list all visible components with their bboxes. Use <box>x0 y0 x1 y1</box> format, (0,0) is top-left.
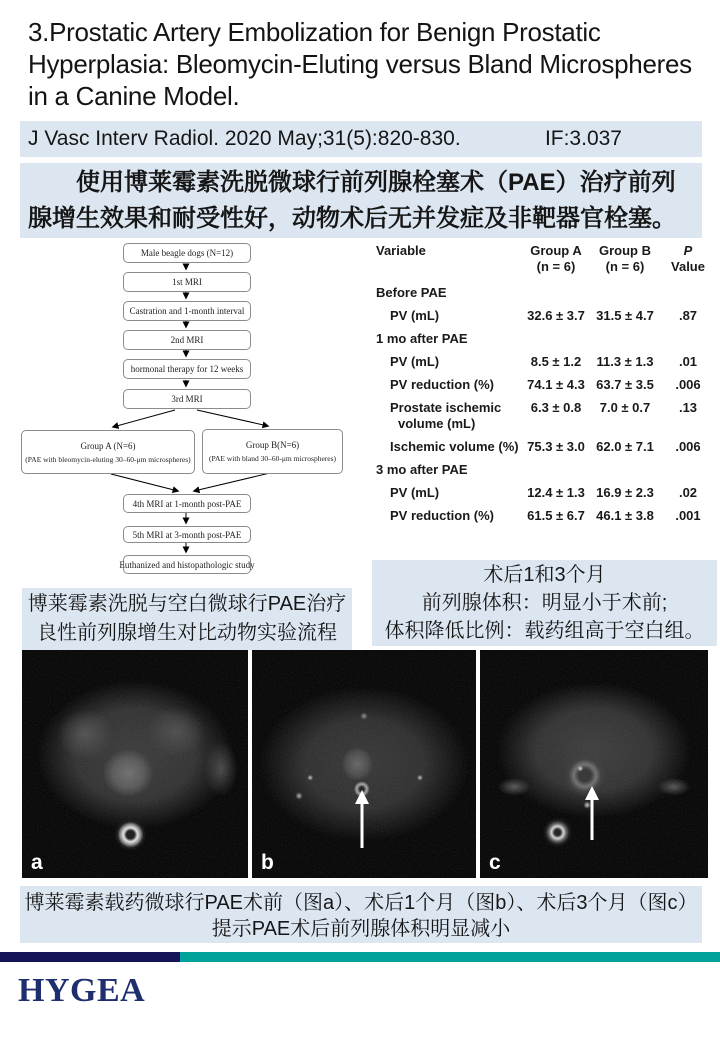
study-flowchart <box>15 242 371 588</box>
flowchart-caption <box>22 588 352 650</box>
table-row: Prostate ischemic volume (mL) 6.3 ± 0.8 7.0 ± 0.7 .13 <box>390 400 698 431</box>
table-header-row <box>376 243 714 275</box>
mri-panel-letter: b <box>261 851 274 874</box>
col-header-group-b: Group B (n = 6) <box>599 243 651 274</box>
mri-panel-letter: a <box>31 851 43 874</box>
group-b-detail: (PAE with bland 30–60-μm microspheres) <box>208 454 337 463</box>
results-note-line3: 体积降低比例：载药组高于空白组。 <box>384 620 705 642</box>
table-row: 3 mo after PAE <box>376 462 468 477</box>
flow-step-euthanized: Euthanized and histopathologic study <box>123 555 251 574</box>
hygea-logo: HYGEA <box>18 972 146 1009</box>
flowchart-caption-line1: 博莱霉素洗脱与空白微球行PAE治疗 <box>27 593 347 615</box>
table-row: PV (mL) 12.4 ± 1.3 16.9 ± 2.3 .02 <box>390 485 698 500</box>
col-header-variable: Variable <box>376 243 426 258</box>
table-row: PV (mL) 32.6 ± 3.7 31.5 ± 4.7 .87 <box>390 308 698 323</box>
journal-citation: J Vasc Interv Radiol. 2020 May;31(5):820-830. <box>28 127 461 150</box>
table-row: Ischemic volume (%) 75.3 ± 3.0 62.0 ± 7.1 .006 <box>390 439 701 454</box>
group-b-title: Group B(N=6) <box>245 440 300 450</box>
footer-bar-navy-segment <box>0 952 180 962</box>
table-row: PV reduction (%) 74.1 ± 4.3 63.7 ± 3.5 .006 <box>390 377 701 392</box>
flow-step-mri1: 1st MRI <box>123 272 251 292</box>
mri-noise-overlay <box>22 650 248 878</box>
flow-group-a <box>21 430 195 474</box>
footer-bar-teal-segment <box>180 952 720 962</box>
impact-factor: IF:3.037 <box>544 127 622 150</box>
mri-caption-line1: 博莱霉素载药微球行PAE术前（图a）、术后1个月（图b）、术后3个月（图c） <box>24 892 698 914</box>
flowchart-caption-line2: 良性前列腺增生对比动物实验流程 <box>37 622 337 644</box>
table-row: PV (mL) 8.5 ± 1.2 11.3 ± 1.3 .01 <box>390 354 698 369</box>
flow-step-mri5: 5th MRI at 3-month post-PAE <box>123 526 251 543</box>
results-note <box>372 560 717 646</box>
summary-box: 使用博莱霉素洗脱微球行前列腺栓塞术（PAE）治疗前列腺增生效果和耐受性好，动物术后无并发症及非靶器官栓塞。 <box>20 163 702 238</box>
mri-caption-line2: 提示PAE术后前列腺体积明显减小 <box>211 918 511 940</box>
mri-noise-overlay <box>480 650 708 878</box>
flow-step-mri3: 3rd MRI <box>123 389 251 409</box>
page-title: 3.Prostatic Artery Embolization for Benign Prostatic Hyperplasia: Bleomycin-Eluting versus Bland Microspheres in a Canine Model. <box>28 17 692 111</box>
flow-step-hormonal: hormonal therapy for 12 weeks <box>123 359 251 379</box>
group-a-title: Group A (N=6) <box>80 440 136 451</box>
journal-citation-bar <box>20 121 702 157</box>
table-row: 1 mo after PAE <box>376 331 468 346</box>
mri-noise-overlay <box>252 650 476 878</box>
mri-panel-letter: c <box>489 851 501 874</box>
footer-accent-bar <box>0 952 720 962</box>
mri-caption <box>20 886 702 943</box>
col-header-p-value: P Value <box>671 243 705 274</box>
mri-image-a <box>22 650 248 878</box>
results-note-line1: 术后1和3个月 <box>483 564 606 586</box>
mri-image-strip <box>22 650 708 878</box>
flow-step-mri2: 2nd MRI <box>123 330 251 350</box>
flow-step-castration: Castration and 1-month interval <box>123 301 251 321</box>
flow-step-dogs: Male beagle dogs (N=12) <box>123 243 251 263</box>
group-a-detail: (PAE with bleomycin-eluting 30–60-μm microspheres) <box>25 454 191 464</box>
col-header-group-a: Group A (n = 6) <box>530 243 582 274</box>
table-row: PV reduction (%) 61.5 ± 6.7 46.1 ± 3.8 .001 <box>390 508 701 523</box>
mri-image-b <box>252 650 476 878</box>
flow-group-b <box>202 429 343 474</box>
results-note-line2: 前列腺体积：明显小于术前; <box>421 592 668 614</box>
results-table <box>376 243 714 531</box>
flow-step-mri4: 4th MRI at 1-month post-PAE <box>123 494 251 513</box>
mri-image-c <box>480 650 708 878</box>
table-row: Before PAE <box>376 285 447 300</box>
